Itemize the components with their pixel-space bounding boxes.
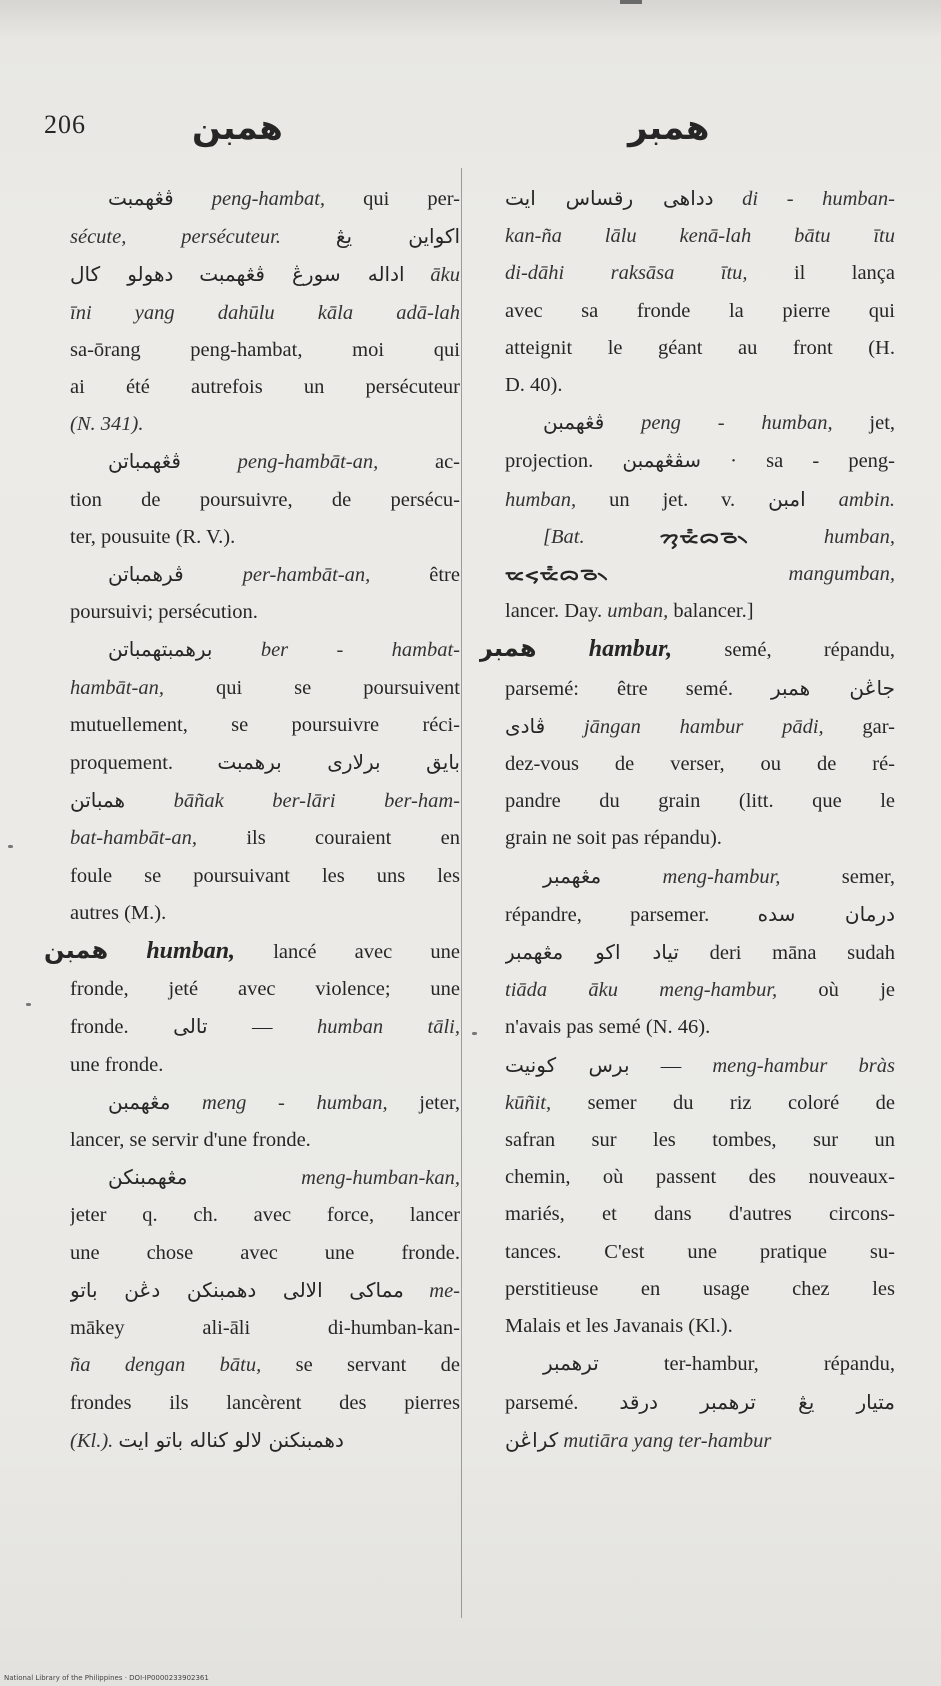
text-run [733,678,771,700]
text-line [505,1308,895,1345]
text-run [709,904,757,926]
text-line [70,858,460,895]
text-run: une chose avec une fronde. [70,1241,460,1264]
text-line [70,820,460,857]
text-run [604,412,641,434]
text-run: humban tāli, [317,1016,460,1039]
text-run: meng - humban, [202,1091,388,1114]
text-line [70,1159,460,1197]
batak-script: ᯂᯮᯔ᯦ᯅᯉ᯲ [659,526,749,548]
text-run [129,1016,173,1038]
top-mark [620,0,642,4]
text-run: jeter q. ch. avec force, lancer [70,1204,460,1227]
text-run [281,226,336,248]
text-run: hambur, [588,636,673,663]
jawi-word: تالى [173,1014,208,1039]
text-run: di-dāhi raksāsa ītu, [505,262,748,285]
text-run [181,451,238,473]
text-run: une fronde. [70,1053,164,1076]
text-run: répandre, parsemer. [505,903,710,926]
text-line [505,367,895,404]
text-run: foule se poursuivant les uns les [70,864,460,887]
text-run: bat-hambāt-an, [70,827,197,850]
text-line [70,332,460,369]
text-line [70,1422,460,1460]
text-line [505,972,895,1009]
text-run [536,639,588,661]
text-run: où je [777,979,895,1002]
column-rule [461,168,462,1618]
text-run: tiāda āku meng-hambur, [505,979,778,1002]
text-run: humban, [505,488,577,511]
text-run: meng-humban-kan, [301,1167,460,1190]
text-line [70,218,460,256]
text-line [70,1122,460,1159]
text-run: semé, répandu, [672,639,895,662]
text-run: humban, [823,525,895,548]
text-run: āku [430,264,460,287]
jawi-word: ڤڠهمبت [108,186,174,210]
text-line [505,255,895,292]
text-line [505,1384,895,1422]
text-run: Malais et les Javanais (Kl.). [505,1315,733,1338]
text-line [505,783,895,820]
text-run: kan-ña lālu kenā-lah bātu ītu [505,225,895,248]
text-line [505,293,895,330]
text-run: sa-ōrang peng-hambat, [70,338,303,361]
text-run: ai été autrefois un persécuteur [70,376,460,399]
jawi-word: ڤرهمباتن [108,562,184,587]
text-line [505,1271,895,1308]
text-line [479,630,895,669]
jawi-word: ڤڠهمباتن [108,449,181,474]
text-run [173,264,199,286]
text-line [70,406,460,443]
jawi-word: كراڠن [505,1427,559,1452]
jawi-word: ڤادى [505,713,546,738]
text-line [505,1047,895,1085]
text-run: jāngan hambur pādi, [583,715,824,738]
text-line [70,1047,460,1084]
text-run [806,489,839,511]
text-run: avec sa fronde la pierre qui [505,299,895,322]
text-run [714,188,743,210]
text-run: semer du riz coloré de [551,1091,895,1114]
jawi-word: ترهمبر [543,1351,599,1376]
text-line [505,1009,895,1046]
text-run: moi qui [302,338,460,361]
jawi-word: برهمبتهمباتن [108,637,213,662]
text-line [70,1272,460,1310]
text-run: être [370,564,460,587]
margin-speck [26,1003,31,1006]
text-line [505,896,895,934]
text-run [749,526,824,548]
left-column [44,180,460,1460]
text-run: parsemé: être semé. [505,677,733,700]
text-run [187,1167,301,1189]
text-run: bāñak ber-lāri ber-ham- [173,790,460,813]
text-run: mutiāra yang ter-hambur [563,1429,772,1452]
text-line [505,708,895,746]
jawi-word: مڠهمبر [543,863,602,888]
jawi-word: مڠهمبن [108,1089,171,1114]
text-run [601,866,662,888]
text-line [70,631,460,669]
text-run: il lança [747,262,895,285]
text-run [174,188,212,210]
text-line [70,180,460,218]
running-head-left: همبن [192,108,283,148]
text-run: meng-hambur bràs [712,1054,895,1077]
text-line [505,1085,895,1122]
jawi-word: متيار يڠ ترهمبر درقد [619,1389,895,1414]
jawi-word: بايق برلارى برهمبت [217,750,460,775]
text-run: — [207,1016,318,1039]
text-run: ña dengan bātu, [70,1354,262,1377]
jawi-word: درمان سده [757,901,895,926]
jawi-word: اكواين يڠ [335,224,460,249]
text-line [505,820,895,857]
text-run [578,1392,619,1414]
text-line [505,519,895,556]
text-run: sécute, persécuteur. [70,226,281,249]
text-line [505,1234,895,1271]
text-run: jet, [832,412,895,435]
text-run: qui se poursuivent [163,676,460,699]
text-run: semer, [780,865,895,888]
text-run: ils couraient en [196,827,460,850]
text-line [70,556,460,594]
text-run [212,639,260,661]
text-run: frondes ils lancèrent des pierres [70,1391,460,1414]
jawi-word: برس كونيت [505,1052,630,1077]
text-run [184,564,243,586]
text-run: répandu, [758,1353,895,1376]
text-line [70,1008,460,1046]
text-line [505,858,895,896]
text-run: D. 40). [505,374,563,397]
text-run: di - humban- [742,188,895,210]
jawi-word: اداله سورڠ ڤڠهمبت [199,262,405,287]
jawi-word: امبن [768,486,806,511]
jawi-word: جاڠن همبر [770,675,895,700]
text-line [70,519,460,556]
jawi-word: همبن [44,936,109,965]
text-run: (Kl.). [70,1429,114,1452]
text-line [505,1196,895,1233]
text-run: gar- [823,715,895,738]
footer-credit: National Library of the Philippines · DOI-IP0000233902361 [4,1674,209,1682]
margin-speck [472,1032,477,1035]
text-run: sa - peng- [766,450,895,473]
text-line [505,1345,895,1383]
text-line [70,256,460,294]
text-run: poursuivi; persécution. [70,601,258,624]
text-run [545,716,584,738]
running-head-right: همبر [628,108,710,148]
text-run: tances. C'est une pratique su- [505,1240,895,1263]
text-run: dez-vous de verser, ou de ré- [505,753,895,776]
text-run: balancer.] [668,600,754,623]
text-run: (N. 341). [70,413,144,436]
text-run: per-hambāt-an, [242,564,371,587]
text-line [505,593,895,630]
text-run: proquement. [70,752,174,775]
text-run: tion de poursuivre, de persécu- [70,488,460,511]
text-line [70,1197,460,1234]
text-run: grain ne soit pas répandu). [505,827,722,850]
text-run: īni yang dahūlu kāla adā-lah [70,301,460,324]
text-line [44,932,460,971]
text-run: — [629,1054,713,1077]
text-line [505,404,895,442]
text-run: se servant de [261,1354,460,1377]
text-run [404,1280,429,1302]
text-line [505,442,895,480]
text-line [70,782,460,820]
text-run: atteignit le géant au front (H. [505,336,895,359]
text-run: ac- [378,451,460,474]
text-run: humban, [146,938,236,965]
text-line [70,369,460,406]
text-run [405,264,431,286]
text-run: ber - hambat- [260,639,460,662]
text-run: fronde, jeté avec violence; une [70,978,460,1001]
text-run: mangumban, [788,563,895,586]
jawi-word: مماكى الالى دهمبنكن دڠن باتو [70,1277,404,1302]
text-run: ambin. [838,488,895,511]
text-run: hambāt-an, [70,676,164,699]
text-line [70,1347,460,1384]
jawi-word: همبر [479,634,537,663]
text-line [505,746,895,783]
text-run: qui per- [325,188,460,210]
text-run [108,941,146,963]
text-line [70,482,460,519]
jawi-word: دداهى رقساس ايت [505,186,714,210]
text-line [70,707,460,744]
text-run: [Bat. [543,525,585,548]
jawi-word: دهمبنكنن لالو كناله باتو ايت [118,1427,344,1452]
text-line [70,1310,460,1347]
text-run: projection. [505,450,594,473]
text-run: umban, [607,600,669,623]
jawi-word: همباتن [70,788,126,813]
text-run [609,563,789,585]
text-line [70,594,460,631]
right-column [479,180,895,1460]
text-line [70,295,460,332]
text-run: kūñit, [505,1091,552,1114]
text-run: un jet. v. [576,488,769,511]
text-line [70,971,460,1008]
text-run: meng-hambur, [662,865,781,888]
text-run: autres (M.). [70,901,167,924]
text-run: safran sur les tombes, sur un [505,1129,895,1152]
page-number: 206 [44,110,86,139]
text-line [505,556,895,593]
text-line [505,670,895,708]
text-run: jeter, [387,1091,460,1114]
text-run [599,1353,664,1375]
text-run: n'avais pas semé (N. 46). [505,1016,711,1039]
jawi-word: ڤڠهمبن [543,410,605,435]
text-run [679,942,710,964]
text-run [125,790,174,812]
text-line [70,895,460,932]
text-run [170,1092,202,1114]
text-run: pandre du grain (litt. que le [505,790,895,813]
text-line [505,180,895,218]
text-run: · [700,450,767,473]
text-line [505,934,895,972]
text-line [70,1385,460,1422]
text-line [70,1235,460,1272]
text-run: peng-hambat, [211,188,326,210]
text-line [505,1422,895,1460]
jawi-word: تياد اكو مڠهمبر [505,940,679,965]
text-run: chemin, où passent des nouveaux- [505,1166,895,1189]
text-run: perstitieuse en usage chez les [505,1277,895,1300]
text-run [593,450,622,472]
text-line [70,670,460,707]
text-run: peng-hambāt-an, [237,451,379,474]
margin-speck [8,845,13,848]
text-line [70,443,460,481]
text-run [585,526,660,548]
text-run: ter-hambur, [663,1353,759,1376]
text-run [173,752,217,774]
text-run: peng - humban, [641,412,833,435]
jawi-word: مڠهمبنكن [108,1165,188,1190]
text-run: lancé avec une [235,941,460,964]
text-line [505,1122,895,1159]
text-line [505,1159,895,1196]
text-line [505,330,895,367]
jawi-word: دهولو كال [70,262,174,287]
jawi-word: سڤڠهمبن [622,448,701,473]
text-run: lancer, se servir d'une fronde. [70,1129,311,1152]
text-run: mutuellement, se poursuivre réci- [70,713,460,736]
text-line [70,744,460,782]
text-run: me- [429,1279,460,1302]
text-run: ter, pousuite (R. V.). [70,525,236,548]
text-run: lancer. Day. [505,600,603,623]
batak-script: ᯔᯝᯮᯔ᯦ᯅᯉ᯲ [505,564,609,586]
text-run: deri māna sudah [709,942,895,965]
text-run: mariés, et dans d'autres circons- [505,1203,895,1226]
text-run: mākey ali-āli di-humban-kan- [70,1317,460,1340]
text-run: parsemé. [505,1391,579,1414]
text-line [505,218,895,255]
text-line [70,1084,460,1122]
text-line [505,481,895,519]
text-run: fronde. [70,1016,129,1039]
